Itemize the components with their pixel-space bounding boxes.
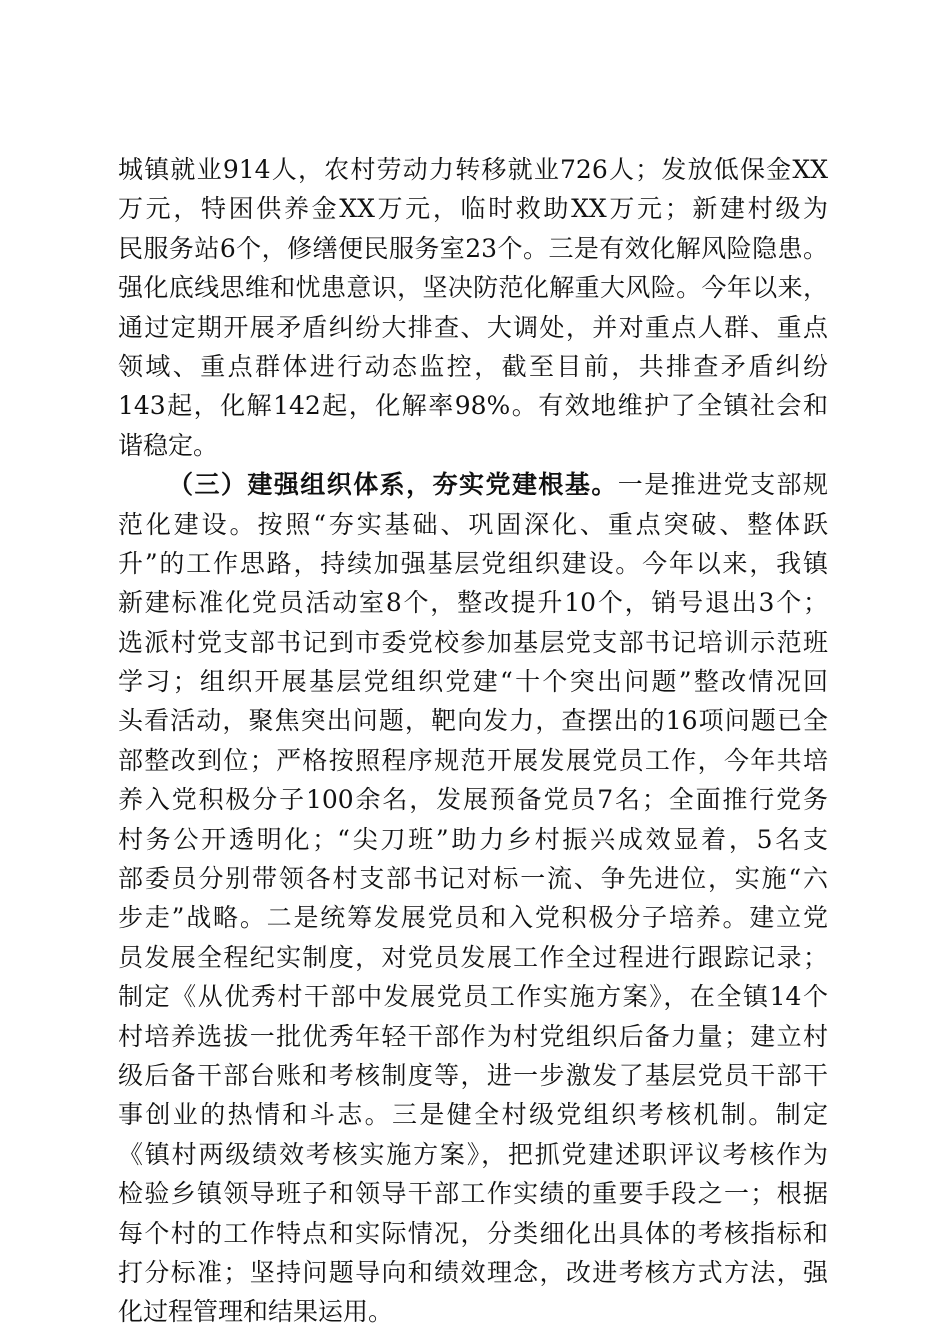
section-heading-line	[118, 465, 828, 504]
text-line	[118, 308, 828, 347]
text-line	[118, 977, 828, 1016]
line-text: 事创业的热情和斗志。三是健全村级党组织考核机制。制定	[118, 1100, 828, 1130]
line-text: 升”的工作思路，持续加强基层党组织建设。今年以来，我镇	[118, 548, 828, 578]
line-text: 员发展全程纪实制度，对党员发展工作全过程进行跟踪记录；	[118, 942, 828, 972]
text-line	[118, 780, 828, 819]
text-line	[118, 701, 828, 740]
line-text: 通过定期开展矛盾纠纷大排查、大调处，并对重点人群、重点	[118, 312, 828, 342]
line-text: 民服务站6个，修缮便民服务室23个。三是有效化解风险隐患。	[118, 233, 828, 263]
line-text: 一是推进党支部规	[617, 470, 828, 500]
text-line	[118, 1135, 828, 1174]
text-line	[118, 938, 828, 977]
text-line	[118, 1174, 828, 1213]
text-line	[118, 1056, 828, 1095]
line-text: 每个村的工作特点和实际情况，分类细化出具体的考核指标和	[118, 1218, 828, 1248]
line-text: 化过程管理和结果运用。	[118, 1297, 394, 1327]
line-text: 养入党积极分子100余名，发展预备党员7名；全面推行党务	[118, 785, 828, 815]
text-line	[118, 1214, 828, 1253]
line-text: 城镇就业914人，农村劳动力转移就业726人；发放低保金XX	[118, 155, 828, 184]
line-text: 制定《从优秀村干部中发展党员工作实施方案》，在全镇14个	[118, 982, 828, 1012]
line-text: 万元，特困供养金XX万元，临时救助XX万元；新建村级为	[118, 194, 828, 224]
text-line	[118, 268, 828, 307]
line-text: 《镇村两级绩效考核实施方案》，把抓党建述职评议考核作为	[118, 1139, 828, 1169]
line-text: 学习；组织开展基层党组织党建“十个突出问题”整改情况回	[118, 667, 828, 697]
line-text: 领域、重点群体进行动态监控，截至目前，共排查矛盾纠纷	[118, 351, 828, 381]
line-text: 级后备干部台账和考核制度等，进一步激发了基层党员干部干	[118, 1060, 828, 1090]
text-line	[118, 583, 828, 622]
text-line	[118, 347, 828, 386]
text-line	[118, 189, 828, 228]
text-line	[118, 820, 828, 859]
text-line	[118, 662, 828, 701]
line-text: 步走”战略。二是统筹发展党员和入党积极分子培养。建立党	[118, 903, 828, 933]
line-text: 部委员分别带领各村支部书记对标一流、争先进位，实施“六	[118, 864, 828, 894]
text-line	[118, 386, 828, 425]
text-line	[118, 898, 828, 937]
text-line	[118, 505, 828, 544]
text-line	[118, 229, 828, 268]
line-text: 村培养选拔一批优秀年轻干部作为村党组织后备力量；建立村	[118, 1021, 828, 1051]
line-text: 村务公开透明化；“尖刀班”助力乡村振兴成效显着，5名支	[118, 824, 828, 854]
section-heading: （三）建强组织体系，夯实党建根基。	[168, 470, 618, 500]
text-line	[118, 544, 828, 583]
line-text: 打分标准；坚持问题导向和绩效理念，改进考核方式方法，强	[118, 1257, 828, 1287]
line-text: 新建标准化党员活动室8个，整改提升10个，销号退出3个；	[118, 588, 828, 618]
line-text: 部整改到位；严格按照程序规范开展发展党员工作，今年共培	[118, 745, 828, 775]
line-text: 谐稳定。	[118, 430, 219, 460]
line-text: 强化底线思维和忧患意识，坚决防范化解重大风险。今年以来，	[118, 273, 828, 303]
line-text: 选派村党支部书记到市委党校参加基层党支部书记培训示范班	[118, 627, 828, 657]
line-text: 头看活动，聚焦突出问题，靶向发力，查摆出的16项问题已全	[118, 706, 828, 736]
line-text: 范化建设。按照“夯实基础、巩固深化、重点突破、整体跃	[118, 509, 828, 539]
text-line	[118, 1253, 828, 1292]
line-text: 检验乡镇领导班子和领导干部工作实绩的重要手段之一；根据	[118, 1179, 828, 1209]
body-text	[118, 150, 828, 1332]
text-line	[118, 1017, 828, 1056]
line-text: 143起，化解142起，化解率98%。有效地维护了全镇社会和	[118, 391, 828, 421]
text-line	[118, 150, 828, 189]
text-line	[118, 1095, 828, 1134]
text-line	[118, 623, 828, 662]
text-line	[118, 1292, 828, 1331]
text-line	[118, 426, 828, 465]
text-line	[118, 741, 828, 780]
text-line	[118, 859, 828, 898]
